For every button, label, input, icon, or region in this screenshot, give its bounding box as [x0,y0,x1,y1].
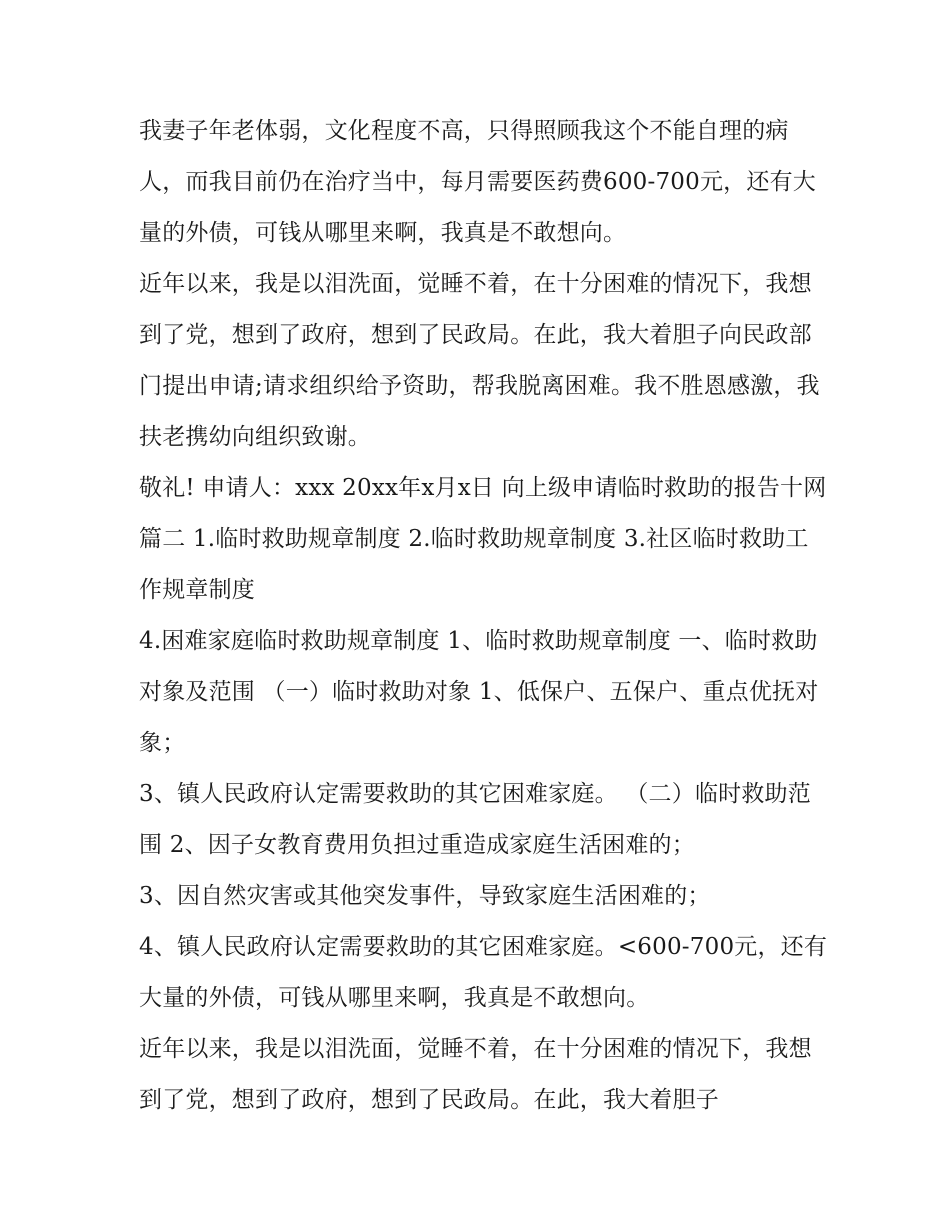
paragraph-8: 近年以来，我是以泪洗面，觉睡不着，在十分困难的情况下，我想到了党，想到了政府，想到了民政局。在此，我大着胆子 [139,1036,812,1113]
document-body [139,106,829,1126]
paragraph-4: 4.困难家庭临时救助规章制度 1、临时救助规章制度 一、临时救助对象及范围 （一）临时救助对象 1、低保户、五保户、重点优抚对象； [139,628,819,756]
paragraph-3: 敬礼! 申请人：xxx 20xx年x月x日 向上级申请临时救助的报告十网篇二 1.临时救助规章制度 2.临时救助规章制度 3.社区临时救助工作规章制度 [139,475,827,603]
paragraph-5: 3、镇人民政府认定需要救助的其它困难家庭。 （二）临时救助范围 2、因子女教育费用负担过重造成家庭生活困难的； [139,781,811,858]
paragraph-2: 近年以来，我是以泪洗面，觉睡不着，在十分困难的情况下，我想到了党，想到了政府，想到了民政局。在此，我大着胆子向民政部门提出申请;请求组织给予资助，帮我脱离困难。我不胜恩感激，我扶老携幼向组织致谢。 [139,271,820,450]
paragraph-7: 4、镇人民政府认定需要救助的其它困难家庭。<600-700元，还有大量的外债，可钱从哪里来啊，我真是不敢想向。 [139,934,828,1011]
paragraph-1: 我妻子年老体弱，文化程度不高，只得照顾我这个不能自理的病人，而我目前仍在治疗当中，每月需要医药费600-700元，还有大量的外债，可钱从哪里来啊，我真是不敢想向。 [139,118,816,246]
paragraph-6: 3、因自然灾害或其他突发事件，导致家庭生活困难的； [139,883,711,909]
